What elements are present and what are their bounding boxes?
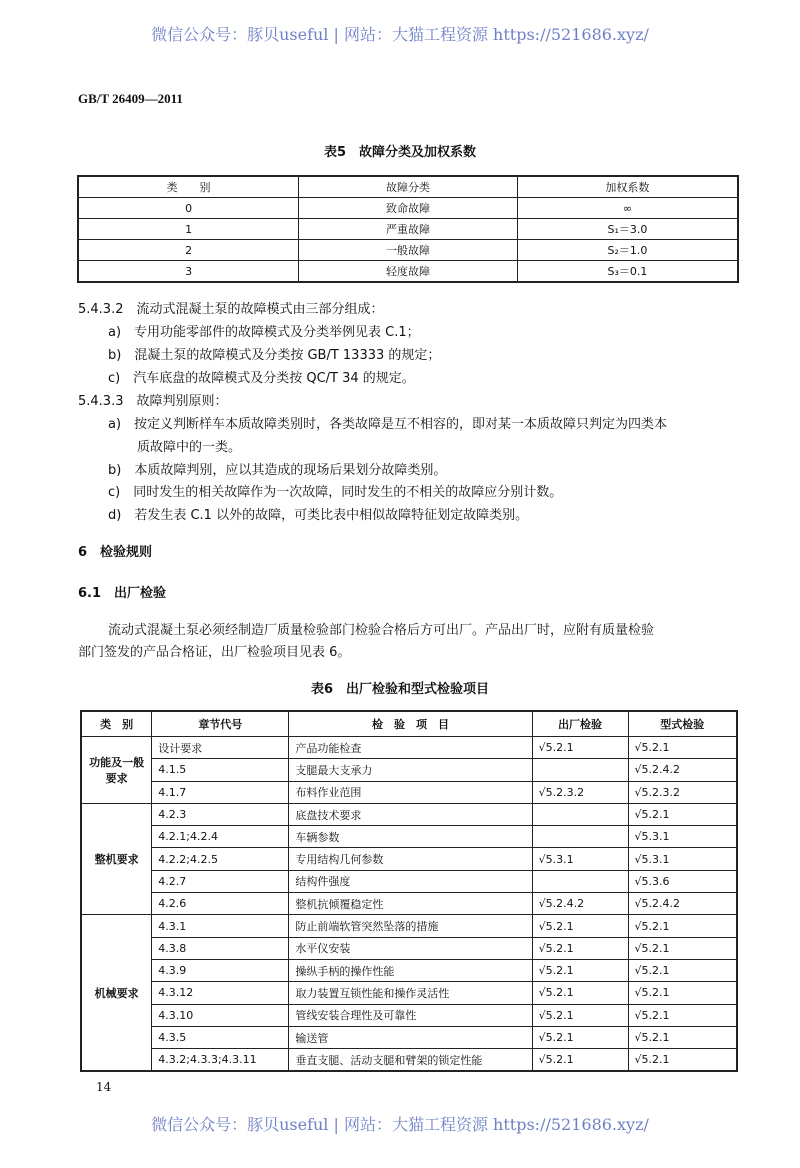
- table-cell: √5.2.1: [532, 737, 628, 759]
- table-header-row: [81, 711, 737, 737]
- category-cell: 机械要求: [81, 915, 152, 1072]
- table-cell: √5.2.1: [628, 1026, 737, 1048]
- table-cell: √5.2.1: [628, 1049, 737, 1072]
- table-row: [81, 781, 737, 803]
- list-item: c) 同时发生的相关故障作为一次故障，同时发生的不相关的故障应分别计数。: [108, 485, 563, 500]
- table-cell: 4.3.10: [152, 1004, 289, 1026]
- table-cell: 4.1.5: [152, 759, 289, 781]
- column-header: 类 别: [78, 176, 299, 198]
- table-row: [81, 848, 737, 870]
- table-cell: √5.2.1: [628, 982, 737, 1004]
- table-cell: √5.3.1: [628, 826, 737, 848]
- table-row: [81, 937, 737, 959]
- table-cell: √5.2.3.2: [532, 781, 628, 803]
- table-cell: 4.3.12: [152, 982, 289, 1004]
- table-cell: 0: [78, 198, 299, 219]
- table-cell: 操纵手柄的操作性能: [289, 959, 532, 981]
- table-cell: √5.2.1: [532, 915, 628, 937]
- table-cell: √5.2.1: [628, 737, 737, 759]
- table-cell: 专用结构几何参数: [289, 848, 532, 870]
- table-cell: [532, 803, 628, 825]
- table-cell: 轻度故障: [299, 261, 518, 283]
- table-row: [81, 737, 737, 759]
- table-row: [78, 261, 738, 283]
- table-cell: ∞: [517, 198, 738, 219]
- heading-6-1: 6.1 出厂检验: [78, 586, 167, 601]
- table-cell: 布料作业范围: [289, 781, 532, 803]
- category-cell: 功能及一般要求: [81, 737, 152, 804]
- table-cell: 3: [78, 261, 299, 283]
- table-cell: 4.2.6: [152, 893, 289, 915]
- table-row: [81, 870, 737, 892]
- table-row: [81, 1026, 737, 1048]
- list-item: b) 本质故障判别，应以其造成的现场后果划分故障类别。: [108, 463, 447, 478]
- table-cell: 水平仪安装: [289, 937, 532, 959]
- table-cell: 支腿最大支承力: [289, 759, 532, 781]
- table-cell: 2: [78, 240, 299, 261]
- table-cell: √5.2.1: [628, 1004, 737, 1026]
- table-cell: √5.2.1: [532, 959, 628, 981]
- table-cell: 取力装置互锁性能和操作灵活性: [289, 982, 532, 1004]
- list-item: a) 按定义判断样车本质故障类别时，各类故障是互不相容的，即对某一本质故障只判定为四类本: [108, 417, 668, 432]
- table-row: [81, 959, 737, 981]
- watermark-top: 微信公众号：豚贝useful | 网站：大猫工程资源 https://521686.xyz/: [151, 25, 649, 44]
- table-cell: 防止前端软管突然坠落的措施: [289, 915, 532, 937]
- table-cell: 4.3.9: [152, 959, 289, 981]
- table-cell: √5.2.3.2: [628, 781, 737, 803]
- watermark-bottom: 微信公众号：豚贝useful | 网站：大猫工程资源 https://521686.xyz/: [151, 1115, 649, 1134]
- table-cell: √5.2.1: [532, 1049, 628, 1072]
- list-item: d) 若发生表 C.1 以外的故障，可类比表中相似故障特征划定故障类别。: [108, 508, 529, 523]
- table-cell: 4.2.1;4.2.4: [152, 826, 289, 848]
- table-cell: 车辆参数: [289, 826, 532, 848]
- table-cell: S₁＝3.0: [517, 219, 738, 240]
- table-row: [81, 1004, 737, 1026]
- table-cell: √5.2.1: [628, 959, 737, 981]
- table-cell: √5.3.1: [532, 848, 628, 870]
- column-header: 出厂检验: [532, 711, 628, 737]
- list-item: b) 混凝土泵的故障模式及分类按 GB/T 13333 的规定；: [108, 348, 441, 363]
- page-number: 14: [96, 1080, 112, 1094]
- table-cell: 1: [78, 219, 299, 240]
- table-row: [81, 759, 737, 781]
- table-cell: 一般故障: [299, 240, 518, 261]
- table-cell: 4.1.7: [152, 781, 289, 803]
- table-header-row: [78, 176, 738, 198]
- table-cell: [532, 759, 628, 781]
- table-row: [81, 803, 737, 825]
- table-cell: 管线安装合理性及可靠性: [289, 1004, 532, 1026]
- table-cell: 输送管: [289, 1026, 532, 1048]
- table-cell: √5.2.1: [628, 915, 737, 937]
- table-cell: 设计要求: [152, 737, 289, 759]
- table-row: [81, 1049, 737, 1072]
- column-header: 检 验 项 目: [289, 711, 532, 737]
- table5: [77, 175, 739, 283]
- table6-title: 表6 出厂检验和型式检验项目: [310, 682, 490, 697]
- table-cell: √5.2.1: [628, 937, 737, 959]
- table-cell: 4.2.2;4.2.5: [152, 848, 289, 870]
- table-cell: √5.2.4.2: [628, 893, 737, 915]
- table-cell: S₂＝1.0: [517, 240, 738, 261]
- column-header: 类 别: [81, 711, 152, 737]
- table-cell: 4.2.3: [152, 803, 289, 825]
- table-row: [81, 893, 737, 915]
- heading-6: 6 检验规则: [78, 545, 153, 560]
- table-cell: 整机抗倾覆稳定性: [289, 893, 532, 915]
- column-header: 故障分类: [299, 176, 518, 198]
- list-item: a) 专用功能零部件的故障模式及分类举例见表 C.1；: [108, 325, 420, 340]
- table-cell: √5.2.4.2: [628, 759, 737, 781]
- table-cell: √5.2.1: [532, 1026, 628, 1048]
- table-cell: 4.3.5: [152, 1026, 289, 1048]
- paragraph-cont: 部门签发的产品合格证，出厂检验项目见表 6。: [78, 645, 351, 660]
- table-row: [78, 219, 738, 240]
- table6: [80, 710, 738, 1072]
- standard-number: GB/T 26409—2011: [78, 91, 183, 106]
- table-row: [81, 915, 737, 937]
- table-cell: S₃＝0.1: [517, 261, 738, 283]
- section-5-4-3-2: 5.4.3.2 流动式混凝土泵的故障模式由三部分组成：: [78, 302, 384, 317]
- table-cell: √5.2.1: [532, 1004, 628, 1026]
- table-row: [81, 982, 737, 1004]
- table-cell: 产品功能检查: [289, 737, 532, 759]
- table-cell: 严重故障: [299, 219, 518, 240]
- table-cell: 4.3.1: [152, 915, 289, 937]
- table-cell: √5.2.4.2: [532, 893, 628, 915]
- table-row: [78, 240, 738, 261]
- table-cell: [532, 826, 628, 848]
- table-row: [78, 198, 738, 219]
- table-cell: √5.3.6: [628, 870, 737, 892]
- section-5-4-3-3: 5.4.3.3 故障判别原则：: [78, 394, 228, 409]
- table-cell: [532, 870, 628, 892]
- table-cell: 4.2.7: [152, 870, 289, 892]
- column-header: 章节代号: [152, 711, 289, 737]
- category-cell: 整机要求: [81, 803, 152, 914]
- table-cell: 4.3.8: [152, 937, 289, 959]
- table-cell: √5.3.1: [628, 848, 737, 870]
- column-header: 加权系数: [517, 176, 738, 198]
- table-cell: 致命故障: [299, 198, 518, 219]
- table-cell: 垂直支腿、活动支腿和臂架的锁定性能: [289, 1049, 532, 1072]
- table-cell: √5.2.1: [628, 803, 737, 825]
- table-cell: 结构件强度: [289, 870, 532, 892]
- table5-title: 表5 故障分类及加权系数: [323, 145, 477, 160]
- table-cell: 底盘技术要求: [289, 803, 532, 825]
- table-cell: √5.2.1: [532, 937, 628, 959]
- paragraph: 流动式混凝土泵必须经制造厂质量检验部门检验合格后方可出厂。产品出厂时，应附有质量检验: [108, 623, 655, 638]
- table-row: [81, 826, 737, 848]
- table-cell: 4.3.2;4.3.3;4.3.11: [152, 1049, 289, 1072]
- list-item: c) 汽车底盘的故障模式及分类按 QC/T 34 的规定。: [108, 371, 415, 386]
- table-cell: √5.2.1: [532, 982, 628, 1004]
- column-header: 型式检验: [628, 711, 737, 737]
- list-item-cont: 质故障中的一类。: [137, 440, 242, 455]
